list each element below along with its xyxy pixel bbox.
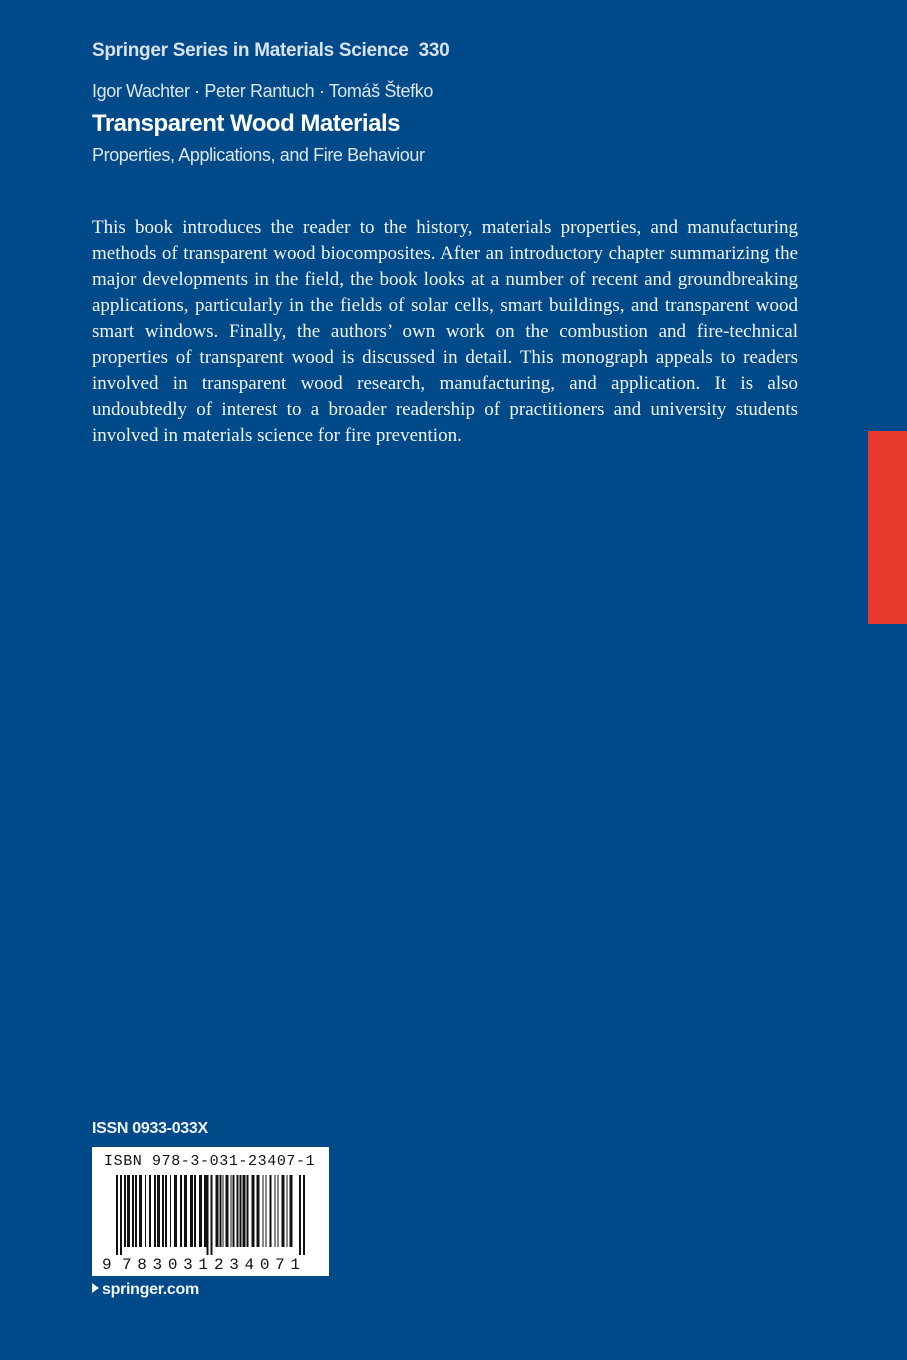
barcode-bar [243, 1175, 246, 1247]
barcode-bar [278, 1175, 279, 1247]
barcode-bar [220, 1175, 222, 1247]
barcode-bar [287, 1175, 288, 1247]
barcode-bar [194, 1175, 196, 1247]
barcode-bar [303, 1175, 305, 1255]
barcode-bar [116, 1175, 118, 1255]
barcode-bar [157, 1175, 160, 1247]
barcode-bar [290, 1175, 293, 1247]
barcode-bar [231, 1175, 232, 1247]
barcode-bar [211, 1175, 213, 1255]
barcode-digit-group: 234071 [214, 1256, 300, 1274]
barcode-bar [162, 1175, 164, 1247]
barcode-bar [216, 1175, 219, 1247]
barcode-bar [120, 1175, 122, 1255]
book-title: Transparent Wood Materials [92, 110, 400, 137]
barcode-bar [299, 1175, 301, 1255]
barcode [92, 1147, 329, 1276]
series-line [92, 40, 449, 62]
barcode-bar [127, 1175, 130, 1247]
barcode-bar [174, 1175, 177, 1247]
barcode-bar [190, 1175, 193, 1247]
barcode-bar [275, 1175, 276, 1247]
barcode-bar [226, 1175, 229, 1247]
barcode-bar [266, 1175, 267, 1247]
book-subtitle: Properties, Applications, and Fire Behaviour [92, 145, 425, 165]
barcode-digit-group: 783031 [122, 1256, 208, 1274]
barcode-bar [270, 1175, 272, 1247]
series-number: 330 [418, 40, 450, 61]
book-description: This book introduces the reader to the history, materials properties, and manufacturing methods of transparent wood biocomposites. After an introductory chapter summarizing the major developments in the field, the book looks at a number of recent and groundbreaking applications, particularly in the fields of solar cells, smart buildings, and transparent wood smart windows. Finally, the authors’ own work on the combustion and fire-technical properties of transparent wood is discussed in detail. This monograph appeals to readers involved in transparent wood research, manufacturing, and application. It is also undoubtedly of interest to a broader readership of practitioners and university students involved in materials science for fire prevention. [92, 217, 798, 446]
barcode-bar [154, 1175, 156, 1247]
barcode-bar [135, 1175, 137, 1247]
barcode-bar [149, 1175, 151, 1247]
series-name: Springer Series in Materials Science [92, 40, 409, 61]
barcode-bar [124, 1175, 126, 1247]
authors: Igor Wachter · Peter Rantuch · Tomáš Štefko [92, 81, 433, 101]
barcode-bar [247, 1175, 249, 1247]
barcode-bar [139, 1175, 142, 1247]
barcode-bar [237, 1175, 239, 1247]
issn: ISSN 0933-033X [92, 1120, 208, 1137]
barcode-bar [165, 1175, 167, 1247]
barcode-bar [282, 1175, 285, 1247]
barcode-bar [180, 1175, 182, 1247]
barcode-bar [207, 1175, 209, 1255]
barcode-bar [233, 1175, 235, 1247]
barcode-bar [199, 1175, 202, 1247]
barcode-bar [223, 1175, 224, 1247]
barcode-bar [240, 1175, 242, 1247]
accent-tab [868, 431, 907, 624]
barcode-bar [145, 1175, 146, 1247]
arrow-right-icon [92, 1283, 99, 1293]
website-label: springer.com [102, 1281, 199, 1298]
barcode-bar [252, 1175, 255, 1247]
barcode-bar [257, 1175, 260, 1247]
barcode-isbn-label: ISBN 978-3-031-23407-1 [104, 1153, 316, 1170]
website-link[interactable] [92, 1281, 199, 1299]
barcode-bar [170, 1175, 171, 1247]
barcode-bar [132, 1175, 134, 1247]
barcode-bar [184, 1175, 187, 1247]
barcode-bar [263, 1175, 264, 1247]
barcode-digit-group: 9 [102, 1256, 112, 1274]
